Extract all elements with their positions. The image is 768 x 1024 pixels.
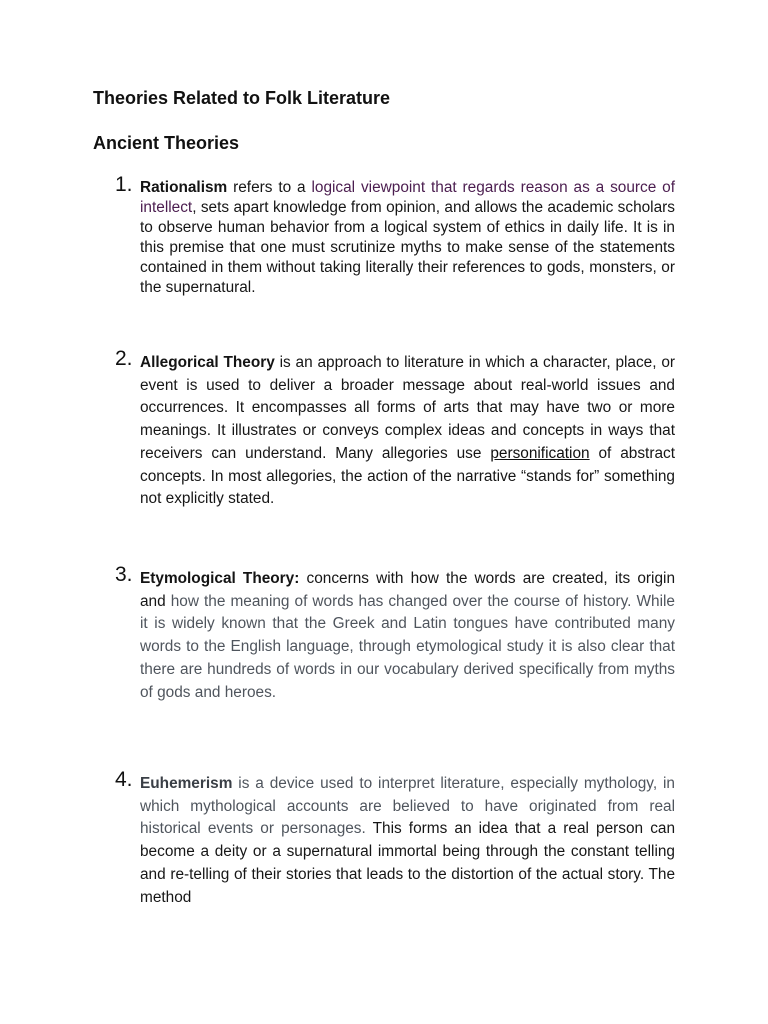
term-euhemerism: Euhemerism	[140, 775, 233, 792]
term-etymological-theory: Etymological Theory:	[140, 570, 300, 587]
text-segment: This forms an idea that a real person can become a deity or a supernatural immortal being through the constant telling and re-telling of their stories that leads to the distortion of the actual story. The method	[140, 820, 676, 906]
personification-link[interactable]: personification	[490, 444, 590, 462]
term-rationalism: Rationalism	[140, 179, 228, 196]
list-item-euhemerism	[115, 768, 676, 909]
list-item-etymological-theory	[115, 563, 676, 704]
list-item-allegorical-theory	[115, 347, 675, 511]
list-item-number: 2.	[115, 347, 133, 370]
list-item-text	[140, 178, 675, 297]
text-segment: of abstract concepts. In most allegories, the action of the narrative “stands for” something not explicitly stated.	[140, 444, 675, 508]
list-item-text	[140, 773, 675, 909]
highlighted-definition: logical viewpoint that regards reason as a source of intellect	[140, 179, 676, 216]
text-segment: , sets apart knowledge from opinion, and allows the academic scholars to observe human behavior from a logical system of ethics in daily life. It is in this premise that one must scrutinize myths to make sense of the statements contained in them without taking literally their references to gods, monsters, or the supernatural.	[140, 198, 675, 296]
greyed-text-segment: how the meaning of words has changed over the course of history. While it is widely known that the Greek and Latin tongues have contributed many words to the English language, through etymological study it is also clear that there are hundreds of words in our vocabulary derived specifically from myths of gods and heroes.	[140, 592, 675, 701]
document-title: Theories Related to Folk Literature	[93, 88, 391, 108]
text-segment: refers to a	[227, 179, 312, 196]
list-item-rationalism	[115, 173, 676, 297]
list-item-number: 3.	[115, 563, 133, 586]
text-segment: is an approach to literature in which a character, place, or event is used to deliver a broader message about real-world issues and occurrences. It encompasses all forms of arts that may have two or more meanings. It illustrates or conveys complex ideas and concepts in ways that receivers can understand. Many allegories use	[140, 354, 675, 462]
greyed-text-segment: is a device used to interpret literature, especially mythology, in which mythological accounts are believed to have originated from real historical events or personages.	[140, 775, 675, 838]
list-item-number: 4.	[115, 768, 133, 791]
section-heading: Ancient Theories	[93, 133, 240, 153]
term-allegorical-theory: Allegorical Theory	[140, 354, 275, 371]
list-item-text	[140, 352, 675, 511]
list-item-number: 1.	[115, 173, 133, 196]
text-segment: concerns with how the words are created, its origin and	[140, 570, 676, 610]
list-item-text	[140, 568, 675, 704]
